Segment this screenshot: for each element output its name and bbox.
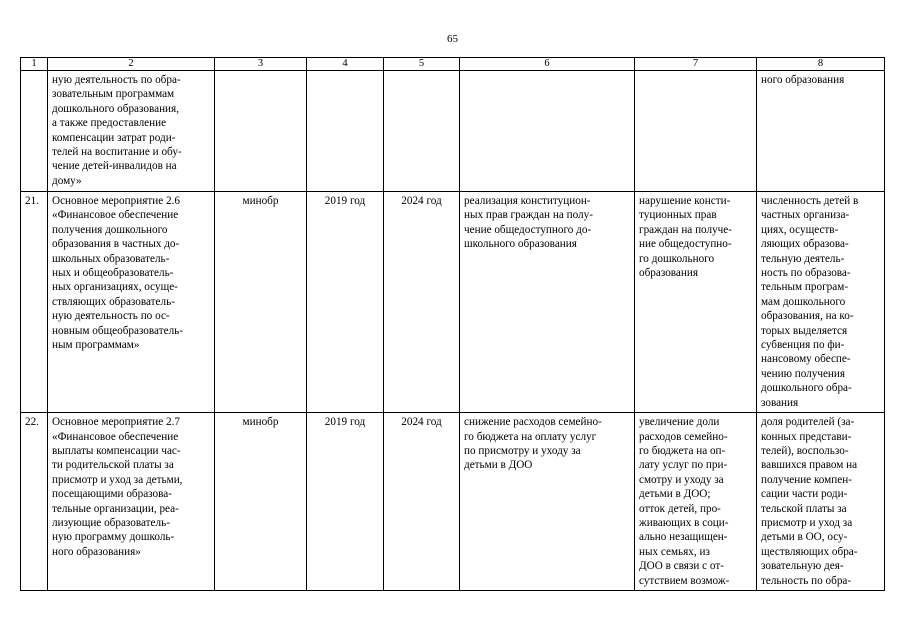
row-number: 22.: [21, 413, 48, 591]
end-year: 2024 год: [384, 413, 460, 591]
table-row: [21, 413, 885, 591]
measure-description: Основное мероприятие 2.6 «Финансовое обеспечение получения дошкольного образования в частных до- школьных образователь- ных и общеобразователь- ных организациях, осуще- ствляющих образователь- ную деятельность по ос- новным общеобразователь- ным программам»: [48, 192, 215, 413]
end-year: [384, 71, 460, 192]
executor: минобр: [215, 413, 307, 591]
column-number: 7: [635, 58, 757, 71]
measure-description: Основное мероприятие 2.7 «Финансовое обеспечение выплаты компенсации час- ти родительской платы за присмотр и уход за детьми, посещающими образова- тельные организации, реа- лизующие образователь- ную программу дошколь- ного образования»: [48, 413, 215, 591]
non-implementation-consequence: нарушение консти- туционных прав граждан на получе- ние общедоступно- го дошкольного образования: [635, 192, 757, 413]
page-number: 65: [447, 33, 458, 45]
table-row: [21, 71, 885, 192]
table-row: [21, 192, 885, 413]
non-implementation-consequence: увеличение доли расходов семейно- го бюджета на оп- лату услуг по при- смотру и уходу за детьми в ДОО; отток детей, про- живающих в соци- ально незащищен- ных семьях, из ДОО в связи с от- сутствием возмож-: [639, 416, 730, 587]
related-indicator: ного образования: [757, 71, 885, 192]
expected-result: снижение расходов семейно- го бюджета на оплату услуг по присмотру и уходу за детьми в ДОО: [460, 413, 635, 591]
start-year: 2019 год: [307, 413, 384, 591]
executor: минобр: [215, 192, 307, 413]
column-number: 5: [384, 58, 460, 71]
executor: [215, 71, 307, 192]
start-year: 2019 год: [307, 192, 384, 413]
column-number: 1: [21, 58, 48, 71]
non-implementation-consequence-cell: [635, 413, 757, 591]
start-year: [307, 71, 384, 192]
column-number: 2: [48, 58, 215, 71]
row-number: 21.: [21, 192, 48, 413]
column-number: 4: [307, 58, 384, 71]
column-number: 8: [757, 58, 885, 71]
non-implementation-consequence: [635, 71, 757, 192]
related-indicator: численность детей в частных организа- циях, осуществ- ляющих образова- тельную деятель- ность по образова- тельным програм- мам дошкольного образования, на ко- торых выделяется субвенция по фи- нансовому обеспе- чению получения дошкольного обра- зования: [757, 192, 885, 413]
related-indicator: доля родителей (за- конных представи- телей), воспользо- вавшихся правом на получение компен- сации части роди- тельской платы за присмотр и уход за детьми в ОО, осу- ществляющих обра- зовательную дея- тельность по обра-: [761, 416, 858, 587]
program-measures-table: [20, 57, 885, 591]
column-number: 3: [215, 58, 307, 71]
column-number: 6: [460, 58, 635, 71]
related-indicator-cell: [757, 413, 885, 591]
column-number-header-row: [21, 58, 885, 71]
measure-description: ную деятельность по обра- зовательным программам дошкольного образования, а также предоставление компенсации затрат роди- телей на воспитание и обу- чение детей-инвалидов на дому»: [48, 71, 215, 192]
expected-result: [460, 71, 635, 192]
end-year: 2024 год: [384, 192, 460, 413]
row-number: [21, 71, 48, 192]
expected-result: реализация конституцион- ных прав граждан на полу- чение общедоступного до- школьного образования: [460, 192, 635, 413]
